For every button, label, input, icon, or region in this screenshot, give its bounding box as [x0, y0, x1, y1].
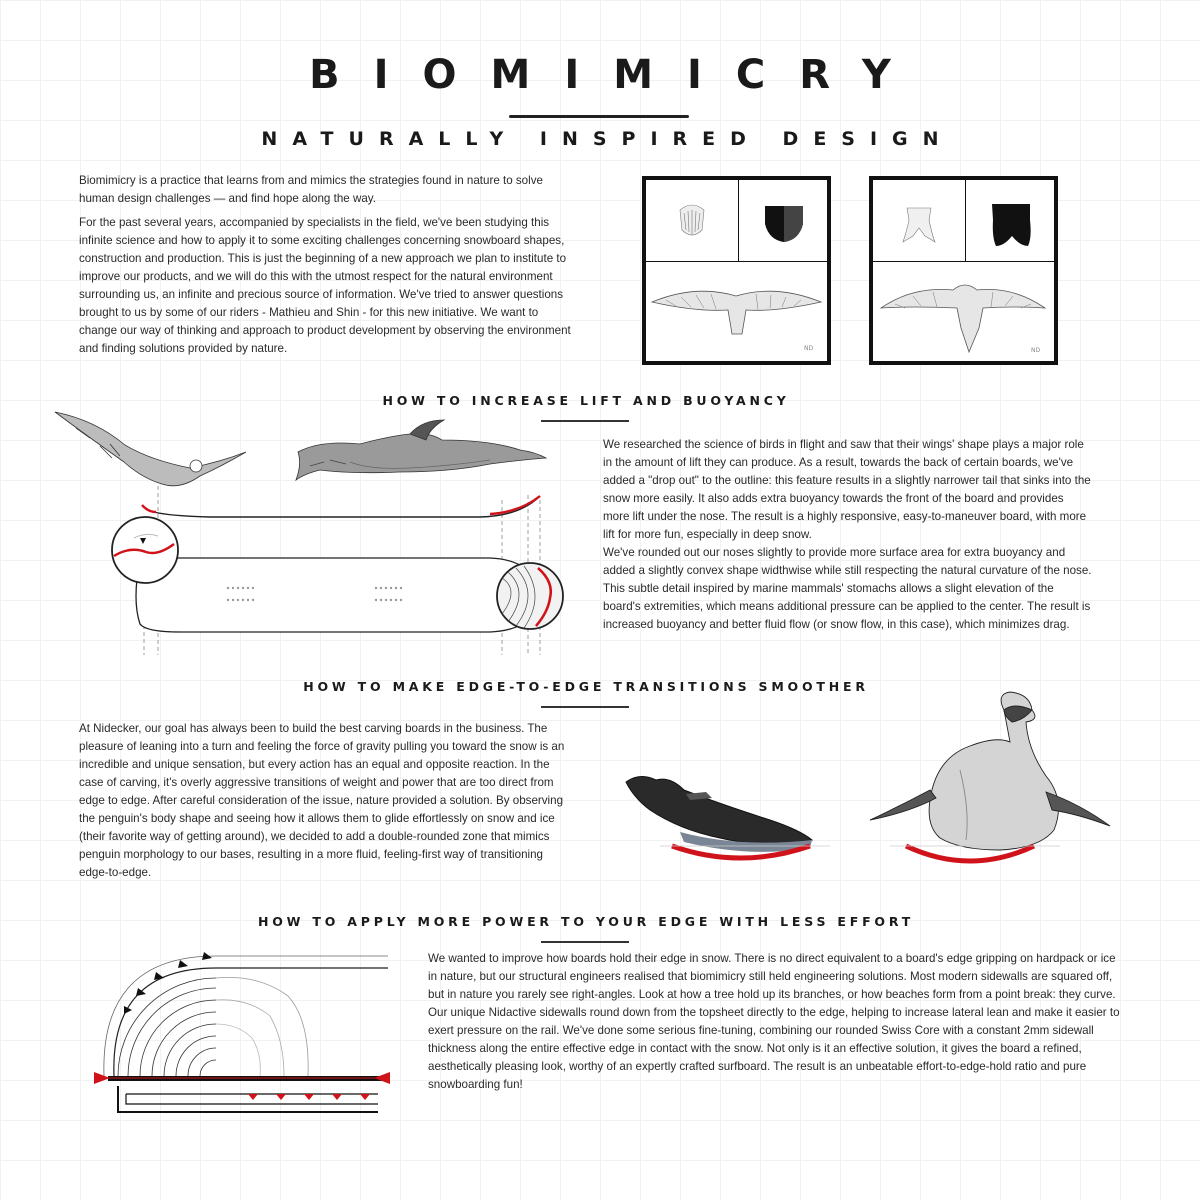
intro-paragraph-2: For the past several years, accompanied by specialists in the field, we've been studying this infinite science and how to apply it to some exciting challenges concerning snowboard shapes, construction and production. This is just the beginning of a new approach we plan to institute to improve our products, and we will do this with the utmost respect for the natural environment surrounding us, an infinite and precious source of information. We've tried to answer questions brought to us by some of our riders - Mathieu and Shin - for this new initiative. We want to change our way of thinking and approach to product development by observing the environment and finding solutions provided by nature. [79, 216, 571, 355]
feather-cell [645, 179, 739, 262]
edge-illustration [88, 944, 398, 1130]
title-underline [509, 115, 689, 118]
pressure-arrows [124, 952, 212, 1014]
bird-wingspan-icon [646, 262, 827, 360]
dolphin-icon [296, 420, 546, 480]
feather-silhouette-icon [739, 180, 827, 260]
bird-soaring-icon [873, 262, 1054, 360]
eagle-icon [55, 412, 246, 486]
feather-panel-left [642, 176, 831, 365]
lift-paragraph-2: We've rounded out our noses slightly to provide more surface area for extra buoyancy and added a slightly convex shape widthwise while still respecting the natural curvature of the nose. This subtle detail inspired by marine mammals' stomachs allows a slight elevation of the board's extremities, which means additional pressure can be applied to the center. The result is increased buoyancy and better fluid flow (or snow flow, in this case), which minimizes drag. [603, 546, 1092, 631]
board-base-icon [626, 776, 812, 851]
edge-paragraph-2: Our unique Nidactive sidewalls round down from the topsheet directly to the edge, helping to increase lateral lean and make it easier to exert pressure on the rail. We've done some serious fine-tuning, combining our rounded Swiss Core with a constant 2mm sidewall thickness along the entire effective edge in contact with the snow. Not only is it an effective solution, it gives the board a refined, aesthetically pleasing look, worthy of an expertly crafted surfboard. The result is an unbeatable effort-to-edge-hold ratio and pure snowboarding fun! [428, 1006, 1120, 1091]
page-title: BIOMIMICRY [309, 52, 925, 98]
tail-feather-cell [872, 179, 966, 262]
feather-silhouette-cell [738, 179, 828, 262]
tail-silhouette-icon [966, 180, 1054, 260]
section-title-edge: HOW TO APPLY MORE POWER TO YOUR EDGE WITH LESS EFFORT [257, 914, 915, 929]
svg-text:ND: ND [804, 345, 814, 352]
lift-illustration [50, 400, 560, 662]
lift-paragraph-1: We researched the science of birds in flight and saw that their wings' shape plays a major role in the amount of lift they can produce. As a result, towards the back of certain boards, we've added a "drop out" to the outline: this feature results in a slightly narrower tail that sinks into the snow more easily. It also adds extra buoyancy towards the front of the board and provides more lift under the nose. The result is a highly responsive, easy-to-maneuver board, with more lift for more fun, especially in deep snow. [603, 438, 1091, 541]
transitions-paragraph: At Nidecker, our goal has always been to build the best carving boards in the business. The pleasure of leaning into a turn and feeling the force of gravity pulling you toward the snow is an incredible and unique sensation, but every action has an equal and opposite reaction. In the case of carving, it's overly aggressive transitions of weight and power that are too direct from edge to edge. After careful consideration of the issue, nature provided a solution. By observing the penguin's body shape and seeing how it allows them to glide effortlessly on snow and ice (their favorite way of getting around), we decided to add a double-rounded zone that mimics penguin morphology to our bases, resulting in a more fluid, feeling-first way of transitioning edge-to-edge. [79, 722, 565, 879]
svg-text:ND: ND [1031, 347, 1041, 354]
tail-silhouette-cell [965, 179, 1055, 262]
intro-paragraph-1: Biomimicry is a practice that learns from and mimics the strategies found in nature to solve human design challenges — and find hope along the way. [79, 174, 543, 205]
lift-diagram [50, 400, 560, 662]
page-subtitle: NATURALLY INSPIRED DESIGN [261, 128, 954, 150]
sidewall-diagram [88, 944, 398, 1130]
nose-zoom-icon [497, 563, 563, 629]
penguin-icon [870, 692, 1110, 850]
tail-zoom-icon [112, 517, 178, 583]
feather-panel-right [869, 176, 1058, 365]
lift-text [603, 436, 1093, 634]
feather-icon [646, 180, 738, 260]
edge-text [428, 950, 1122, 1094]
intro-text [79, 172, 571, 358]
section-title-lift: HOW TO INCREASE LIFT AND BUOYANCY [382, 393, 790, 408]
tree-rings-icon [118, 977, 308, 1076]
bird-soaring-cell [872, 261, 1055, 362]
transitions-text [79, 720, 571, 882]
tail-feather-icon [873, 180, 965, 260]
section-rule-edge [541, 941, 629, 943]
penguin-diagram [600, 680, 1120, 880]
transitions-illustration [600, 680, 1120, 880]
section-title-transitions: HOW TO MAKE EDGE-TO-EDGE TRANSITIONS SMOOTHER [303, 679, 869, 694]
wing-cell [645, 261, 828, 362]
edge-paragraph-1: We wanted to improve how boards hold their edge in snow. There is no direct equivalent to a board's edge gripping on hardpack or ice in nature, but our structural engineers realised that biomimicry still held engineering solutions. Most modern sidewalls are squared off, but in nature you rarely see right-angles. Look at how a tree hold up its branches, or how beaches form from a point break: they curve. [428, 952, 1116, 1001]
